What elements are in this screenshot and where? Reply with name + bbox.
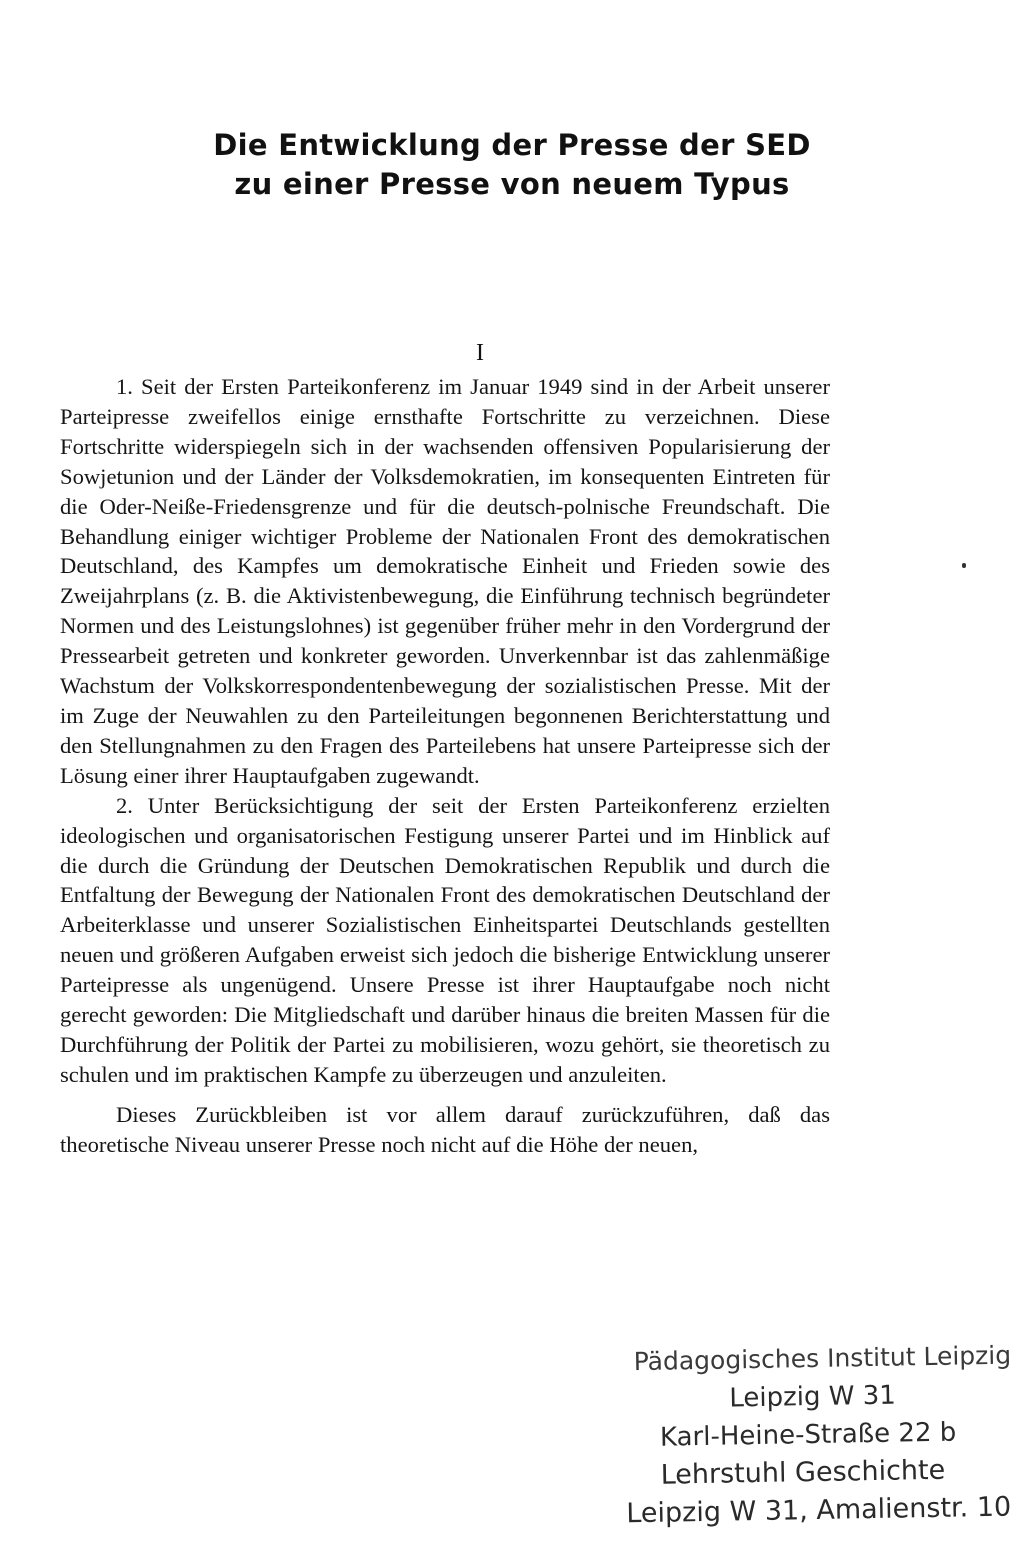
paragraph-2: 2. Unter Berücksichtigung der seit der Ersten Parteikonferenz erzielten ideologischen und organisatorischen Festigung unserer Partei und im Hinblick auf die durch die Gründung der Deutschen Demokratischen Republik und durch die Entfaltung der Bewegung der Nationalen Front des demokratischen Deutschland der Arbeiterklasse und unserer Sozialistischen Einheitspartei Deutschlands gestellten neuen und größeren Aufgaben erweist sich jedoch die bisherige Entwicklung unserer Parteipresse als ungenügend. Unsere Presse ist ihrer Hauptaufgabe noch nicht gerecht geworden: Die Mitgliedschaft und darüber hinaus die breiten Massen für die Durchführung der Politik der Partei zu mobilisieren, wozu gehört, sie theoretisch zu schulen und im praktischen Kampfe zu überzeugen und anzuleiten. [60, 792, 830, 1087]
paragraph-1: 1. Seit der Ersten Parteikonferenz im Januar 1949 sind in der Arbeit unserer Parteipresse zweifellos einige ernsthafte Fortschritte zu verzeichnen. Diese Fortschritte widerspiegeln sich in der wachsenden offensiven Popularisierung der Sowjetunion und der Länder der Volksdemokratien, im konsequenten Eintreten für die Oder-Neiße-Friedensgrenze und für die deutsch-polnische Freundschaft. Die Behandlung einiger wichtiger Probleme der Nationalen Front des demokratischen Deutschland, des Kampfes um demokratische Einheit und Frieden sowie des Zweijahrplans (z. B. die Aktivistenbewegung, die Einführung technisch begründeter Normen und des Leistungslohnes) ist gegenüber früher mehr in den Vordergrund der Pressearbeit getreten und konkreter geworden. Unverkennbar ist das zahlenmäßige Wachstum der Volkskorrespondentenbewegung der sozialistischen Presse. Mit der im Zuge der Neuwahlen zu den Parteileitungen begonnenen Berichterstattung und den Stellungnahmen zu den Fragen des Parteilebens hat unsere Parteipresse sich der Lösung einer ihrer Hauptaufgaben zugewandt. [60, 374, 830, 788]
document-title-line-1: Die Entwicklung der Presse der SED [213, 128, 811, 162]
stamp-line-2: Leipzig W 31 [729, 1380, 897, 1414]
scan-speck [962, 563, 966, 568]
stamp-line-4: Lehrstuhl Geschichte [660, 1454, 946, 1491]
stamp-line-5: Leipzig W 31, Amalienstr. 10 [626, 1491, 1012, 1530]
section-number: I [476, 340, 484, 366]
body-text [60, 372, 830, 1160]
paragraph-3: Dieses Zurückbleiben ist vor allem darauf zurückzuführen, daß das theoretische Niveau unserer Presse noch nicht auf die Höhe der neuen, [60, 1101, 830, 1157]
document-title-line-2: zu einer Presse von neuem Typus [234, 167, 790, 201]
library-stamp [626, 1337, 1012, 1533]
stamp-line-1: Pädagogisches Institut Leipzig [633, 1340, 1012, 1377]
stamp-line-3: Karl-Heine-Straße 22 b [659, 1417, 957, 1453]
